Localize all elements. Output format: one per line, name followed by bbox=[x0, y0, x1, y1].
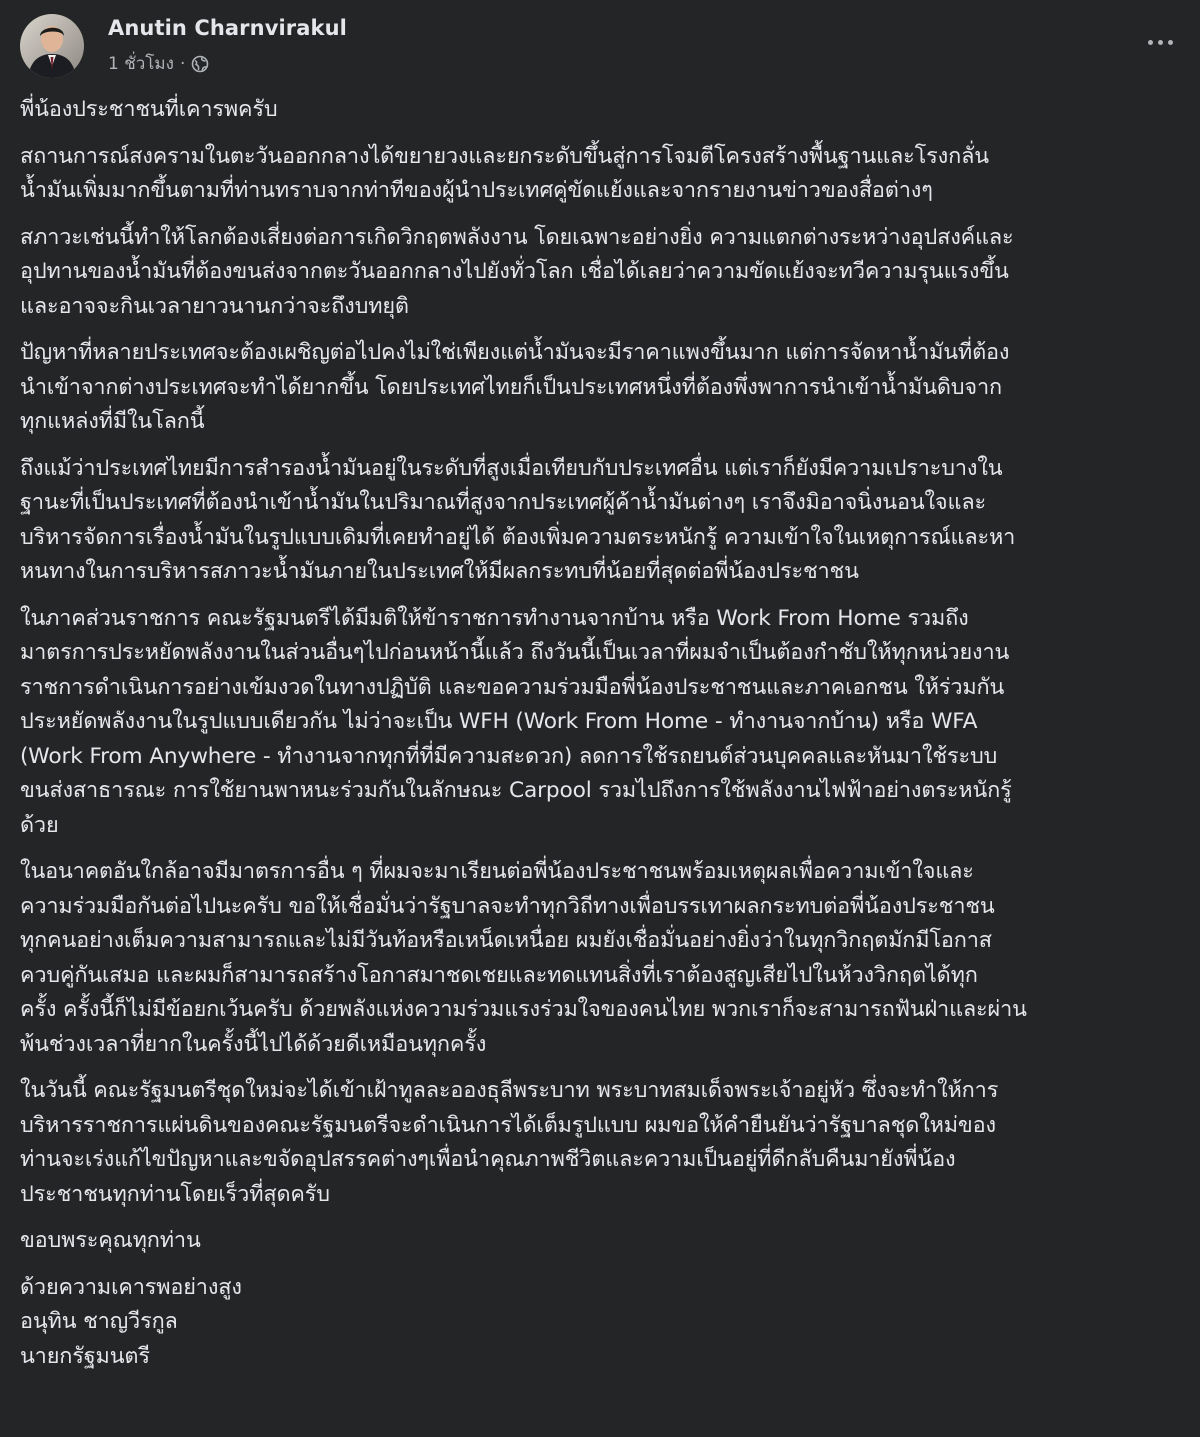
more-options-button[interactable] bbox=[1140, 30, 1180, 54]
more-horizontal-icon bbox=[1148, 40, 1153, 45]
post-body bbox=[20, 93, 1178, 1374]
post-paragraph: พี่น้องประชาชนที่เคารพครับ bbox=[20, 97, 278, 122]
signature-block bbox=[20, 1271, 1178, 1375]
post-paragraph: สถานการณ์สงครามในตะวันออกกลางได้ขยายวงและยกระดับขึ้นสู่การโจมตีโครงสร้างพื้นฐานและโรงกลั่น น้ำมันเพิ่มมากขึ้นตามที่ท่านทราบจากท่าทีของผู้นำประเทศคู่ขัดแย้งและจากรายงานข่าวของสื่อต่างๆ bbox=[20, 143, 989, 203]
post-paragraph: ในภาคส่วนราชการ คณะรัฐมนตรีได้มีมติให้ข้าราชการทำงานจากบ้าน หรือ Work From Home รวมถึง มาตรการประหยัดพลังงานในส่วนอื่นๆไปก่อนหน้านี้แล้ว ถึงวันนี้เป็นเวลาที่ผมจำเป็นต้องกำชับให้ทุกหน่วยงาน ราชการดำเนินการอย่างเข้มงวดในทางปฏิบัติ และขอความร่วมมือพี่น้องประชาชนและภาคเอกชน ให้ร่วมกัน ประหยัดพลังงานในรูปแบบเดียวกัน ไม่ว่าจะเป็น WFH (Work From Home - ทำงานจากบ้าน) หรือ WFA (Work From Anywhere - ทำงานจากทุกที่ที่มีความสะดวก) ลดการใช้รถยนต์ส่วนบุคคลและหันมาใช้ระบบ ขนส่งสาธารณะ การใช้ยานพาหนะร่วมกันในลักษณะ Carpool รวมไปถึงการใช้พลังงานไฟฟ้าอย่างตระหนักรู้ ด้วย bbox=[20, 605, 1012, 838]
avatar[interactable] bbox=[20, 14, 84, 78]
author-name[interactable]: Anutin Charnvirakul bbox=[108, 16, 347, 40]
globe-icon[interactable] bbox=[191, 55, 209, 73]
post-timestamp[interactable]: 1 ชั่วโมง bbox=[108, 54, 174, 74]
signature-title: นายกรัฐมนตรี bbox=[20, 1343, 150, 1369]
post-paragraph: สภาวะเช่นนี้ทำให้โลกต้องเสี่ยงต่อการเกิดวิกฤตพลังงาน โดยเฉพาะอย่างยิ่ง ความแตกต่างระหว่างอุปสงค์และ อุปทานของน้ำมันที่ต้องขนส่งจากตะวันออกกลางไปยังทั่วโลก เชื่อได้เลยว่าความขัดแย้งจะทวีความรุนแรงขึ้น และอาจจะกินเวลายาวนานกว่าจะถึงบทยุติ bbox=[20, 224, 1014, 319]
signature-name: อนุทิน ชาญวีรกูล bbox=[20, 1309, 178, 1334]
post-paragraph: ปัญหาที่หลายประเทศจะต้องเผชิญต่อไปคงไม่ใช่เพียงแต่น้ำมันจะมีราคาแพงขึ้นมาก แต่การจัดหาน้ำมันที่ต้อง นำเข้าจากต่างประเทศจะทำได้ยากขึ้น โดยประเทศไทยก็เป็นประเทศหนึ่งที่ต้องพึ่งพาการนำเข้าน้ำมันดิบจาก ทุกแหล่งที่มีในโลกนี้ bbox=[20, 340, 1010, 434]
post-paragraph: ถึงแม้ว่าประเทศไทยมีการสำรองน้ำมันอยู่ในระดับที่สูงเมื่อเทียบกับประเทศอื่น แต่เราก็ยังมีความเปราะบางใน ฐานะที่เป็นประเทศที่ต้องนำเข้าน้ำมันในปริมาณที่สูงจากประเทศผู้ค้าน้ำมันต่างๆ เราจึงมิอาจนิ่งนอนใจและ บริหารจัดการเรื่องน้ำมันในรูปแบบเดิมที่เคยทำอยู่ได้ ต้องเพิ่มความตระหนักรู้ ความเข้าใจในเหตุการณ์และหา หนทางในการบริหารสภาวะน้ำมันภายในประเทศให้มีผลกระทบที่น้อยที่สุดต่อพี่น้องประชาชน bbox=[20, 455, 1016, 584]
post-paragraph: ในอนาคตอันใกล้อาจมีมาตรการอื่น ๆ ที่ผมจะมาเรียนต่อพี่น้องประชาชนพร้อมเหตุผลเพื่อความเข้าใจและ ความร่วมมือกันต่อไปนะครับ ขอให้เชื่อมั่นว่ารัฐบาลจะทำทุกวิถีทางเพื่อบรรเทาผลกระทบต่อพี่น้องประชาชน ทุกคนอย่างเต็มความสามารถและไม่มีวันท้อหรือเหน็ดเหนื่อย ผมยังเชื่อมั่นอย่างยิ่งว่าในทุกวิกฤตมักมีโอกาส ควบคู่กันเสมอ และผมก็สามารถสร้างโอกาสมาชดเชยและทดแทนสิ่งที่เราต้องสูญเสียไปในห้วงวิกฤตได้ทุก ครั้ง ครั้งนี้ก็ไม่มีข้อยกเว้นครับ ด้วยพลังแห่งความร่วมแรงร่วมใจของคนไทย พวกเราก็จะสามารถฟันฝ่าและผ่าน พ้นช่วงเวลาที่ยากในครั้งนี้ไปได้ด้วยดีเหมือนทุกครั้ง bbox=[20, 859, 1027, 1057]
post-paragraph: ในวันนี้ คณะรัฐมนตรีชุดใหม่จะได้เข้าเฝ้าทูลละอองธุลีพระบาท พระบาทสมเด็จพระเจ้าอยู่หัว ซึ่งจะทำให้การ บริหารราชการแผ่นดินของคณะรัฐมนตรีจะดำเนินการได้เต็มรูปแบบ ผมขอให้คำยืนยันว่ารัฐบาลชุดใหม่ของ ท่านจะเร่งแก้ไขปัญหาและขจัดอุปสรรคต่างๆเพื่อนำคุณภาพชีวิตและความเป็นอยู่ที่ดีกลับคืนมายังพี่น้อง ประชาชนทุกท่านโดยเร็วที่สุดครับ bbox=[20, 1078, 999, 1207]
meta-separator: · bbox=[179, 53, 186, 74]
post-header bbox=[20, 14, 1180, 78]
closing-line: ขอบพระคุณทุกท่าน bbox=[20, 1228, 201, 1253]
post-meta bbox=[108, 50, 209, 77]
signature-line: ด้วยความเคารพอย่างสูง bbox=[20, 1274, 242, 1300]
profile-photo bbox=[20, 14, 84, 78]
